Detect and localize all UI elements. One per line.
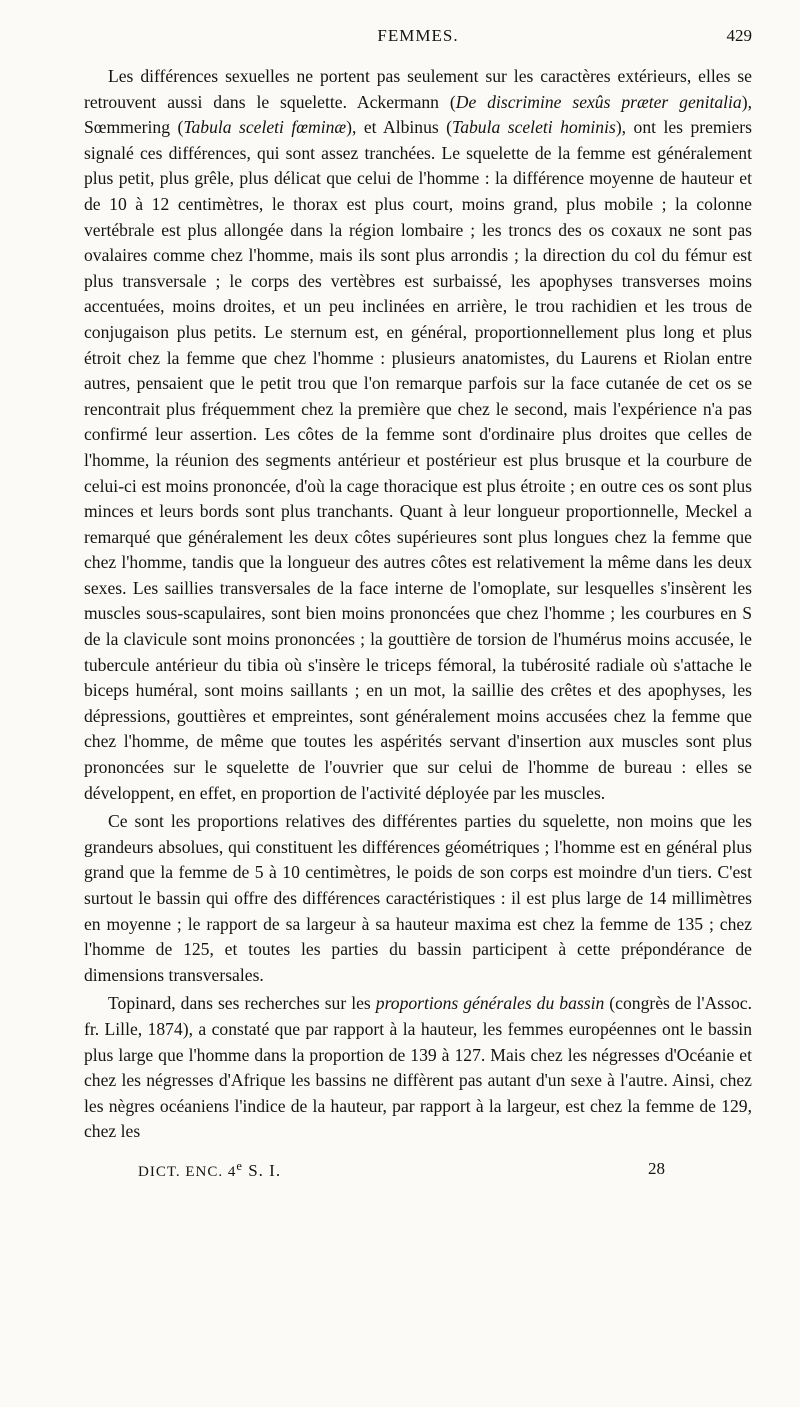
- signature-mark: [138, 1159, 281, 1181]
- latin-title-albinus: Tabula sceleti hominis: [452, 117, 616, 138]
- italic-title-topinard: proportions générales du bassin: [375, 993, 605, 1014]
- running-title: FEMMES.: [377, 26, 459, 45]
- paragraph-3: [84, 991, 752, 1145]
- latin-title-ackermann: De discrimine sexûs præter genitalia: [455, 91, 742, 112]
- page-footer: [84, 1159, 752, 1183]
- running-header: [84, 24, 752, 50]
- paragraph-2: [84, 809, 752, 988]
- signature-volume: S. I.: [242, 1160, 282, 1180]
- paragraph-1: [84, 64, 752, 806]
- sheet-number: 28: [648, 1158, 665, 1178]
- book-page: [84, 24, 752, 1183]
- signature-text: DICT. ENC. 4: [138, 1163, 237, 1180]
- text-run: Ce sont les proportions relatives des différentes parties du squelette, non moins que les grandeurs absolues, qui constituent les différences géométriques ; l'homme est en général plus grand que la femme de 5 à 10 centimètres, le poids de son corps est moindre d'un tiers. C'est surtout le bassin qui offre des différences caractéristiques : il est plus large de 14 millimètres en moyenne ; le rapport de sa largeur à sa hauteur maxima est chez la femme de 135 ; chez l'homme de 125, et toutes les parties du bassin participent à cette prépondérance de dimensions transversales.: [84, 811, 752, 985]
- text-run: Topinard, dans ses recherches sur les: [108, 993, 376, 1014]
- text-run: ), et Albinus (: [346, 117, 453, 138]
- text-run: Les différences sexuelles ne portent pas seulement sur les caractères extérieurs, elles se retrouvent aussi dans le squelette. Ackermann (: [84, 66, 752, 112]
- page-number: 429: [726, 26, 752, 45]
- text-run: ), Sœmmering (: [84, 91, 752, 138]
- latin-title-soemmering: Tabula sceleti fœminæ: [183, 117, 347, 138]
- text-run: (congrès de l'Assoc. fr. Lille, 1874), a constaté que par rapport à la hauteur, les femmes européennes ont le bassin plus large que l'homme dans la proportion de 139 à 127. Mais chez les négresses d'Océanie et chez les négresses d'Afrique les bassins ne diffèrent pas autant d'un sexe à l'autre. Ainsi, chez les nègres océaniens l'indice de la hauteur, par rapport à la largeur, est chez la femme de 129, chez les: [84, 993, 752, 1142]
- text-run: ), ont les premiers signalé ces différences, qui sont assez tranchées. Le squelette de la femme est généralement plus petit, plus grêle, plus délicat que celui de l'homme : la différence moyenne de hauteur et de 10 à 12 centimètres, le thorax est plus court, moins grand, plus mobile ; la colonne vertébrale est plus allongée dans la région lombaire ; les troncs des os coxaux ne sont pas ovalaires comme chez l'homme, mais ils sont plus arrondis ; la direction du col du fémur est plus transversale ; le corps des vertèbres est surbaissé, les apophyses transverses moins accentuées, moins droites, et un peu inclinées en arrière, le trou rachidien et les trous de conjugaison plus petits. Le sternum est, en général, proportionnellement plus long et plus étroit chez la femme que chez l'homme : plusieurs anatomistes, du Laurens et Riolan entre autres, pensaient que le petit trou que l'on remarque parfois sur la face cutanée de cet os se rencontrait plus fréquemment chez la première que chez le second, mais l'expérience n'a pas confirmé leur assertion. Les côtes de la femme sont d'ordinaire plus droites que celles de l'homme, la réunion des segments antérieur et postérieur est plus brusque et la courbure de celui-ci est moins prononcée, d'où la cage thoracique est plus étroite ; en outre ces os sont plus minces et leurs bords sont plus tranchants. Quant à leur longueur proportionnelle, Meckel a remarqué que généralement les deux côtes supérieures sont plus longues chez la femme que chez l'homme, tandis que la longueur des autres côtes est relativement la même dans les deux sexes. Les saillies transversales de la face interne de l'omoplate, sur lesquelles s'insèrent les muscles sous-scapulaires, sont bien moins prononcées que chez l'homme ; les courbures en S de la clavicule sont moins prononcées ; la gouttière de torsion de l'humérus moins accusée, le tubercule antérieur du tibia où s'insère le triceps fémoral, la tubérosité radiale où s'attache le biceps huméral, sont moins saillants ; en un mot, la saillie des crêtes et des apophyses, les dépressions, gouttières et empreintes, sont généralement moins accusées chez la femme que chez l'homme, de même que toutes les aspérités servant d'insertion aux muscles sont plus prononcées sur le squelette de l'ouvrier que sur celui de l'homme de bureau : elles se développent, en effet, en proportion de l'activité déployée par les muscles.: [84, 117, 752, 803]
- page-body: [84, 64, 752, 1145]
- signature-superscript: e: [236, 1158, 243, 1173]
